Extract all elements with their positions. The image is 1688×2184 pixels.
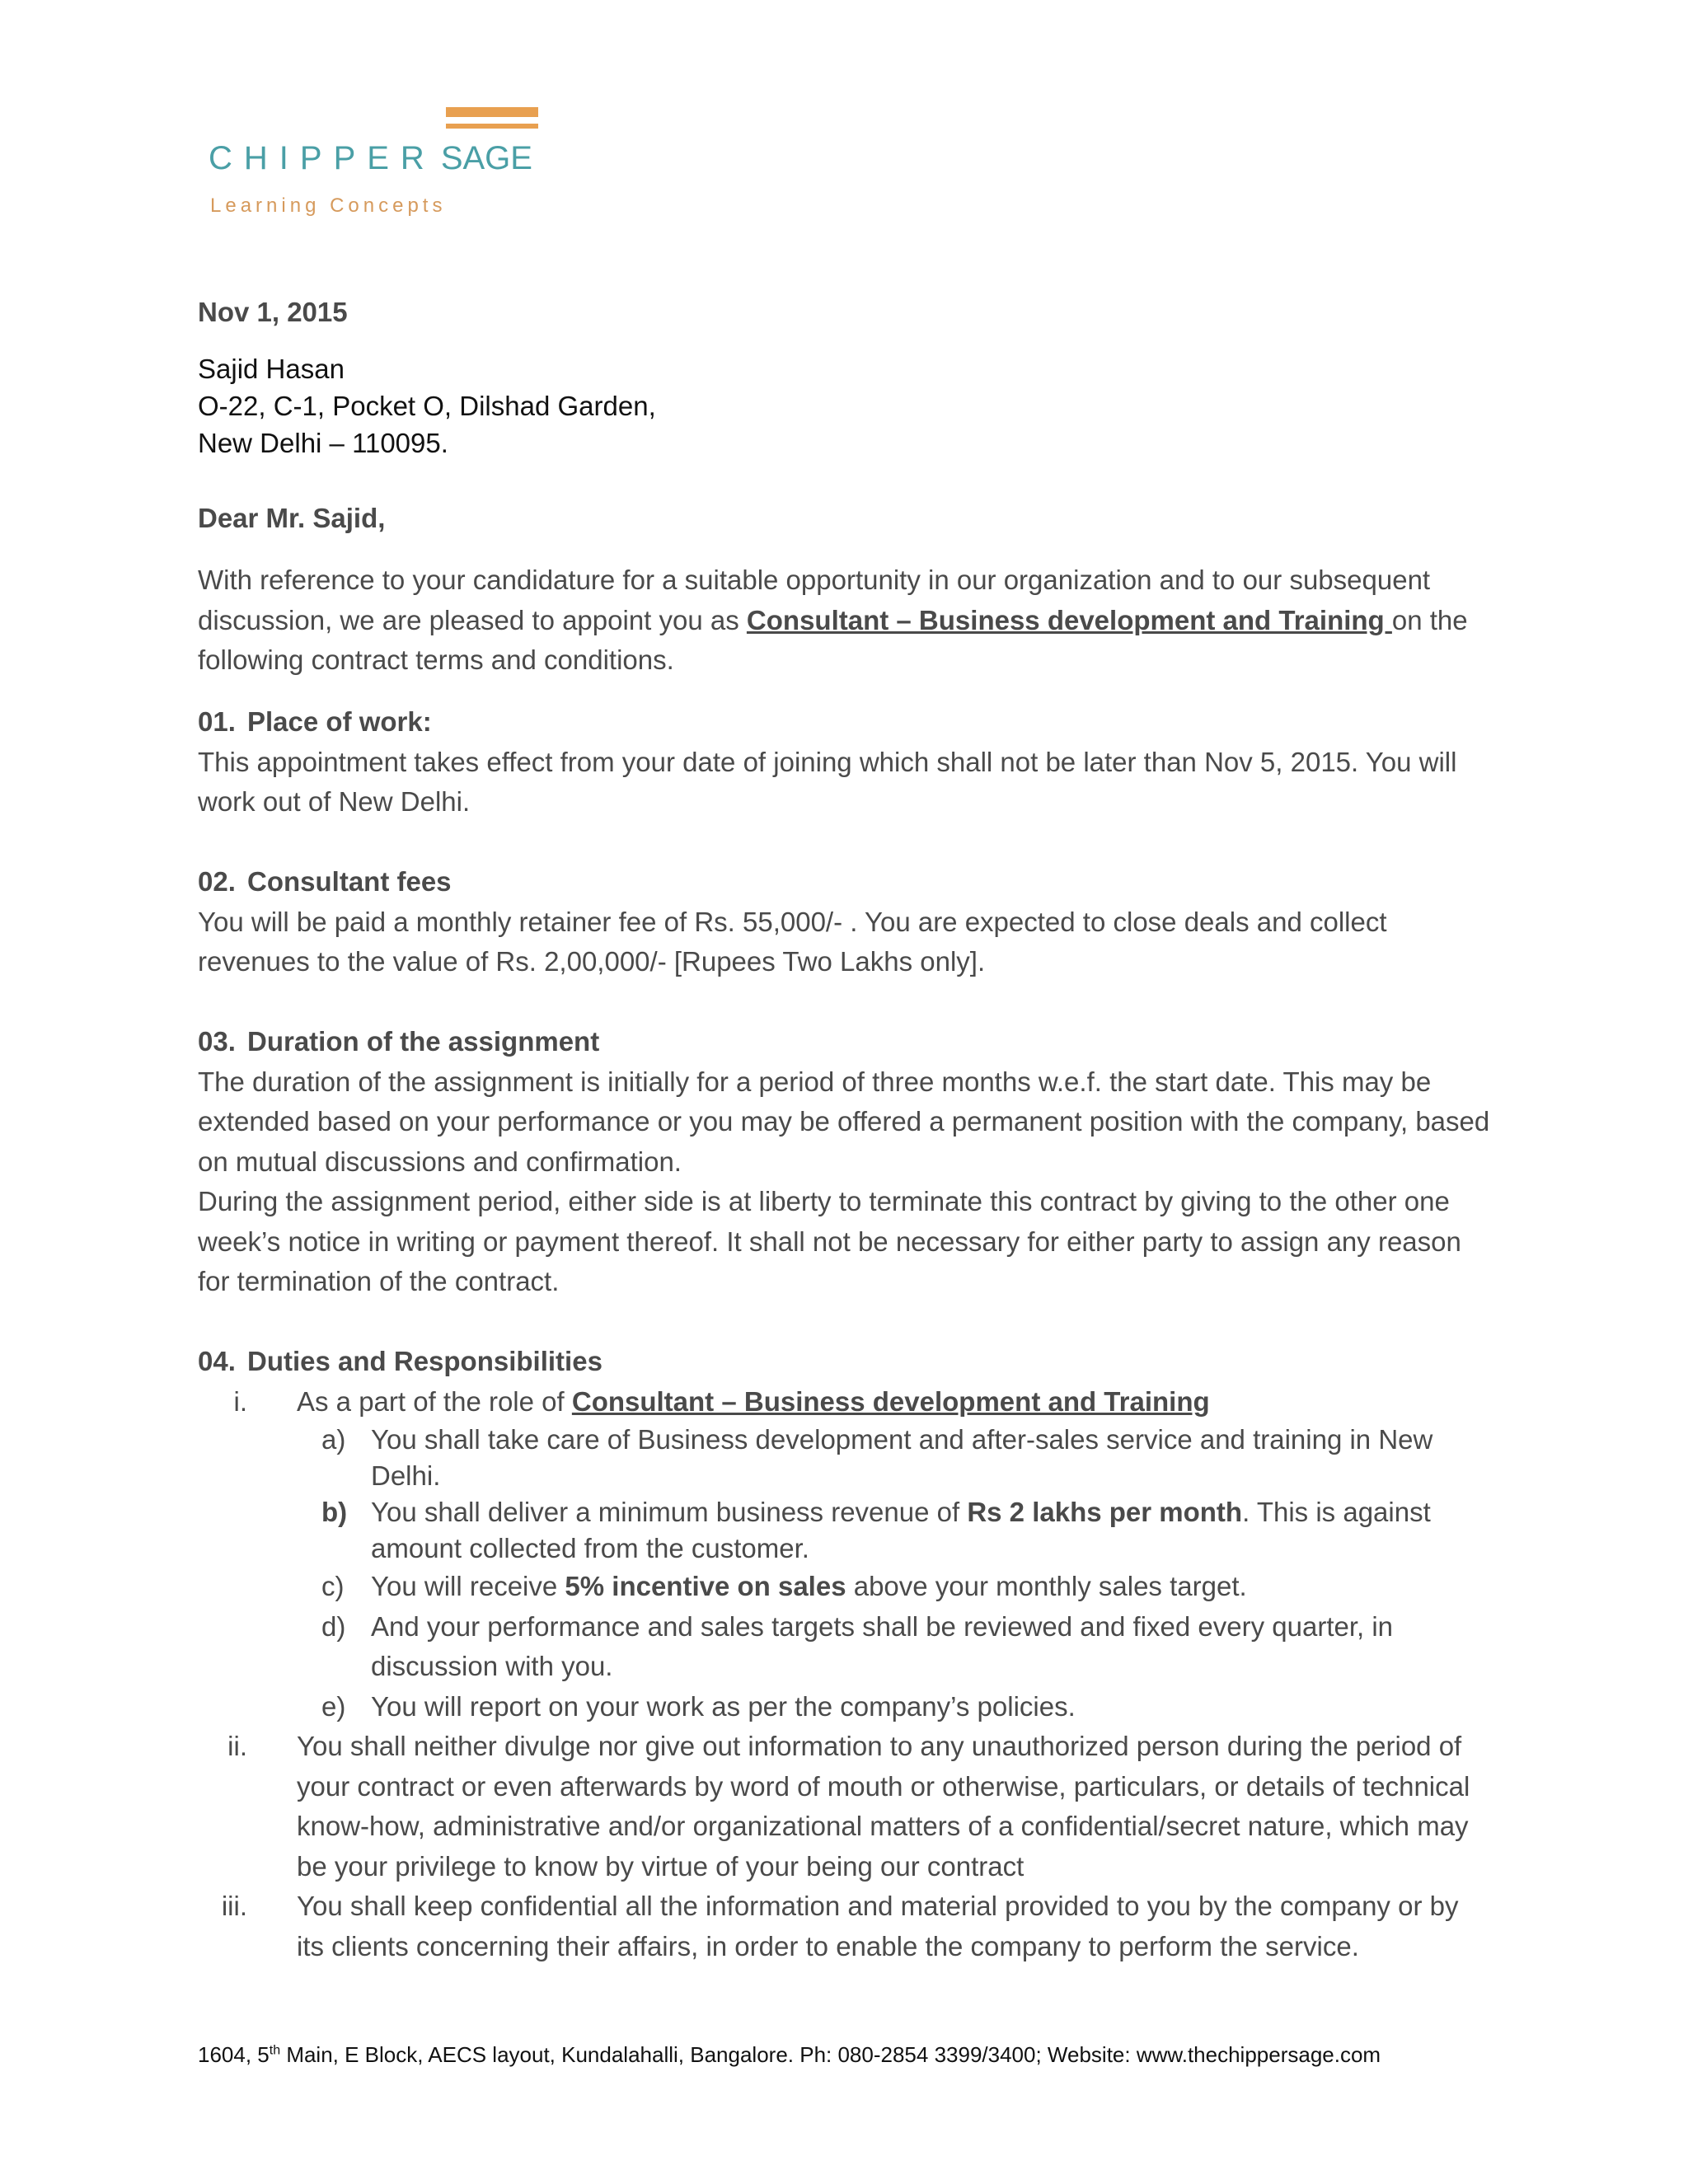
logo-name-part1: CHIPPER: [209, 140, 436, 176]
logo-tagline: Learning Concepts: [210, 194, 447, 217]
section-title: Duration of the assignment: [247, 1026, 600, 1057]
intro-paragraph: [198, 560, 1490, 681]
subitem-letter: d): [321, 1610, 346, 1642]
logo-wordmark: [209, 142, 532, 175]
section-body: This appointment takes effect from your date of joining which shall not be later than Nov 5, 2015. You will work out of New Delhi.: [198, 746, 1457, 817]
recipient-name: Sajid Hasan: [198, 354, 345, 384]
duty-subitem-b: [198, 1494, 1490, 1567]
letter-date: Nov 1, 2015: [198, 297, 348, 327]
subitem-text-after: . This is against amount collected from the customer.: [371, 1497, 1431, 1563]
footer-text-before: 1604, 5: [198, 2042, 270, 2067]
subitem-bold: Rs 2 lakhs per month: [967, 1497, 1243, 1527]
address-line-2: New Delhi – 110095.: [198, 428, 448, 458]
intro-role: Consultant – Business development and Training: [746, 604, 1392, 635]
section-title: Consultant fees: [247, 866, 452, 897]
section-heading: [198, 862, 1490, 902]
section-body-2: During the assignment period, either side is at liberty to terminate this contract by giving to the other one week’s notice in writing or payment thereof. It shall not be necessary for either party to assign any reason for termination of the contract.: [198, 1186, 1461, 1296]
section-duration: [198, 1022, 1490, 1302]
company-logo: [209, 107, 538, 223]
logo-accent-bar-bottom: [446, 124, 538, 129]
section-duties: [198, 1342, 1490, 1966]
subitem-letter: a): [321, 1424, 346, 1455]
duty-subitem-d: [198, 1607, 1490, 1687]
subitem-letter: e): [321, 1690, 346, 1722]
subitem-text: And your performance and sales targets shall be reviewed and fixed every quarter, in discussion with you.: [371, 1610, 1394, 1681]
duty-subitem-a: [198, 1422, 1490, 1494]
roman-numeral: i.: [233, 1385, 247, 1417]
section-heading: [198, 1022, 1490, 1062]
subitem-letter: b): [321, 1497, 348, 1527]
roman-numeral: iii.: [221, 1891, 247, 1921]
subitem-text: You shall take care of Business development and after-sales service and training in New Delhi.: [371, 1424, 1433, 1491]
duty-role: Consultant – Business development and Training: [571, 1385, 1210, 1417]
duty-subitem-e: [198, 1687, 1490, 1727]
duty-item-ii: [198, 1727, 1490, 1886]
roman-numeral: ii.: [227, 1731, 247, 1761]
subitem-text: You will report on your work as per the company’s policies.: [371, 1690, 1076, 1722]
subitem-bold: 5% incentive on sales: [565, 1571, 846, 1601]
section-consultant-fees: [198, 862, 1490, 982]
duty-text: You shall keep confidential all the information and material provided to you by the company or by its clients concerning their affairs, in order to enable the company to perform the service.: [297, 1891, 1459, 1961]
intro-text-after: on the following contract terms and conditions.: [198, 604, 1468, 675]
logo-name-part2: SAGE: [440, 140, 532, 176]
letter-footer: [198, 2042, 1381, 2068]
section-title: Place of work:: [247, 706, 432, 737]
duty-item-iii: [198, 1886, 1490, 1966]
footer-text-after: Main, E Block, AECS layout, Kundalahalli, Bangalore. Ph: 080-2854 3399/3400; Website: www.thechippersage.com: [280, 2042, 1381, 2067]
duty-subitem-c: [198, 1567, 1490, 1607]
subitem-text-before: You shall deliver a minimum business revenue of: [371, 1497, 968, 1527]
section-body: You will be paid a monthly retainer fee of Rs. 55,000/- . You are expected to close deals and collect revenues to the value of Rs. 2,00,000/- [Rupees Two Lakhs only].: [198, 906, 1387, 977]
footer-superscript: th: [269, 2043, 281, 2058]
section-number: 04.: [198, 1346, 236, 1376]
address-line-1: O-22, C-1, Pocket O, Dilshad Garden,: [198, 391, 656, 421]
section-place-of-work: [198, 702, 1490, 823]
section-heading: [198, 702, 1490, 743]
section-number: 03.: [198, 1026, 236, 1057]
section-heading: [198, 1342, 1490, 1382]
intro-text-before: With reference to your candidature for a suitable opportunity in our organization and to our subsequent discussion, we are pleased to appoint you as: [198, 565, 1431, 635]
duty-text: You shall neither divulge nor give out information to any unauthorized person during the period of your contract or even afterwards by word of mouth or otherwise, particulars, or details of technical know-how, administrative and/or organizational matters of a confidential/secret nature, which may be your privilege to know by virtue of your being our contract: [297, 1731, 1470, 1882]
subitem-text-before: You will receive: [371, 1571, 565, 1601]
subitem-text-after: above your monthly sales target.: [846, 1571, 1247, 1601]
duty-item-i: [198, 1382, 1490, 1422]
subitem-letter: c): [321, 1571, 345, 1601]
section-number: 01.: [198, 706, 236, 737]
section-number: 02.: [198, 866, 236, 897]
recipient-address: [198, 350, 1490, 462]
section-title: Duties and Responsibilities: [247, 1346, 603, 1376]
section-body-1: The duration of the assignment is initially for a period of three months w.e.f. the start date. This may be extended based on your performance or you may be offered a permanent position with the company, based on mutual discussions and confirmation.: [198, 1066, 1490, 1177]
salutation: Dear Mr. Sajid,: [198, 503, 386, 533]
duty-text-before: As a part of the role of: [297, 1385, 572, 1417]
logo-accent-bar-top: [446, 107, 538, 117]
